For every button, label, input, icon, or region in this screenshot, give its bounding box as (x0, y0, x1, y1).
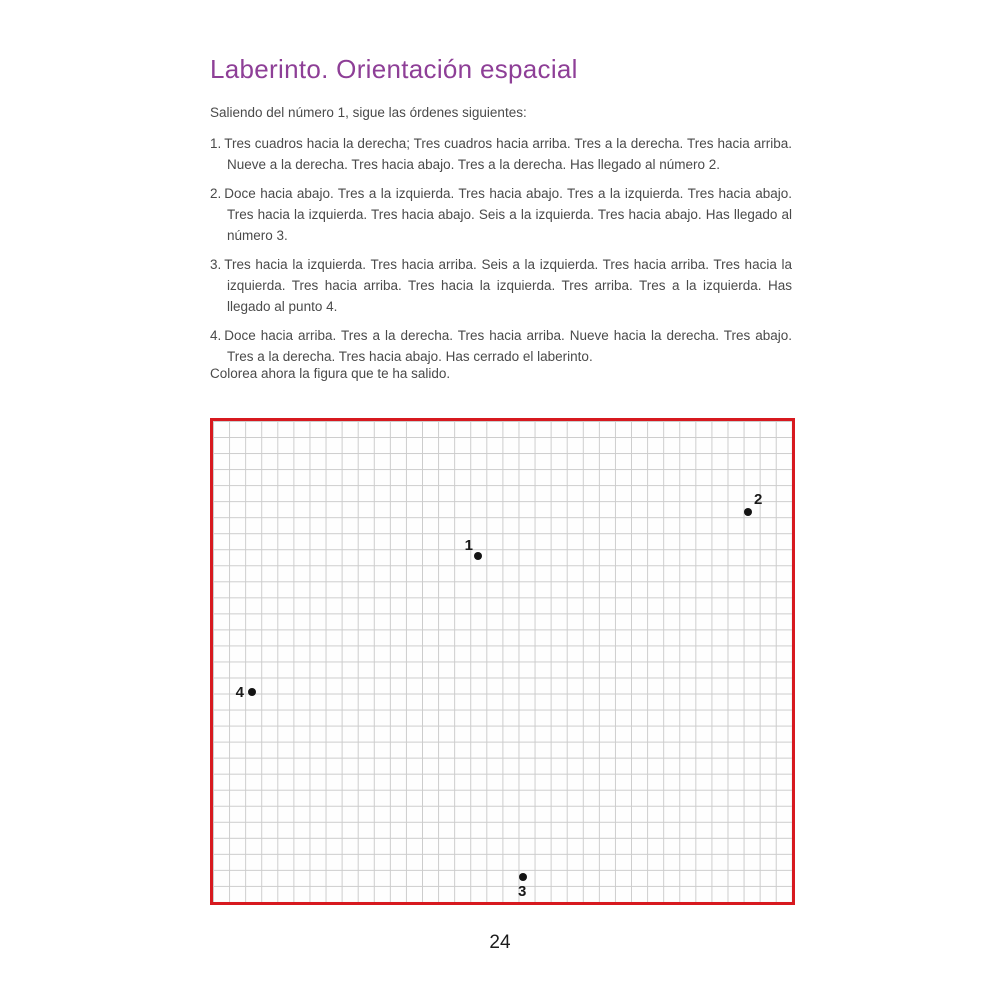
instruction-number: 1. (210, 136, 222, 151)
page-number: 24 (489, 932, 511, 953)
instruction-text: Tres cuadros hacia la derecha; Tres cuadros hacia arriba. Tres a la derecha. Tres hacia arriba. Nueve a la derecha. Tres hacia abajo. Tres a la derecha. Has llegado al número 2. (224, 136, 792, 172)
instruction-number: 3. (210, 257, 222, 272)
point-label: 1 (464, 537, 473, 554)
point-label: 2 (754, 491, 763, 508)
instruction-number: 4. (210, 328, 222, 343)
instruction-list (210, 133, 792, 375)
intro-text: Saliendo del número 1, sigue las órdenes siguientes: (210, 105, 527, 120)
instruction-item-1 (210, 133, 792, 175)
point-label: 4 (235, 684, 244, 701)
instruction-number: 2. (210, 186, 222, 201)
point-dot (744, 508, 752, 516)
page-title: Laberinto. Orientación espacial (210, 54, 578, 84)
point-dot (519, 873, 527, 881)
instruction-text: Tres hacia la izquierda. Tres hacia arriba. Seis a la izquierda. Tres hacia arriba. Tres hacia la izquierda. Tres hacia arriba. Tres hacia la izquierda. Tres arriba. Tres a la izquierda. Has llegado al punto 4. (224, 257, 792, 314)
instruction-item-2 (210, 183, 792, 246)
point-label: 3 (518, 883, 527, 900)
maze-grid (210, 418, 795, 905)
instruction-text: Doce hacia abajo. Tres a la izquierda. Tres hacia abajo. Tres a la izquierda. Tres hacia abajo. Tres hacia la izquierda. Tres hacia abajo. Seis a la izquierda. Tres hacia abajo. Has llegado al número 3. (224, 186, 792, 243)
point-dot (474, 552, 482, 560)
instruction-item-4 (210, 325, 792, 367)
closing-text: Colorea ahora la figura que te ha salido. (210, 366, 451, 381)
instruction-item-3 (210, 254, 792, 317)
instruction-text: Doce hacia arriba. Tres a la derecha. Tres hacia arriba. Nueve hacia la derecha. Tres abajo. Tres a la derecha. Tres hacia abajo. Has cerrado el laberinto. (224, 328, 792, 364)
point-dot (248, 688, 256, 696)
